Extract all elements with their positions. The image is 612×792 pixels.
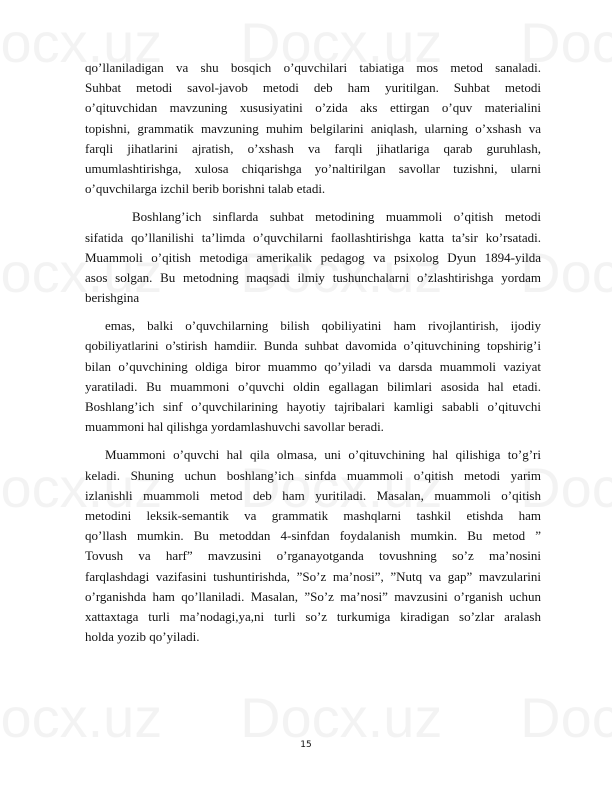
paragraph — [85, 445, 541, 647]
paragraph — [85, 58, 541, 199]
text-line: Muammoni o’quvchi hal qila olmasa, uni o’qituvchining hal qilishiga to’g’ri — [105, 447, 541, 463]
text-line: muammoni hal qilishga yordamlashuvchi savollar beradi. — [85, 419, 384, 435]
text-line: Tovush va harf” mavzusini o’rganayotganda tovushning so’z ma’nosini — [85, 548, 541, 564]
text-line: topishni, grammatik mavzuning muhim belgilarini aniqlash, ularning o’xshash va — [85, 120, 541, 136]
text-line: farqlashdagi vazifasini tushuntirishda, ”So’z ma’nosi”, ”Nutq va gap” mavzularini — [85, 568, 541, 584]
text-line: Boshlang’ich sinflarda suhbat metodining muammoli o’qitish metodi — [132, 209, 541, 225]
text-line: holda yozib qo’yiladi. — [85, 629, 200, 645]
text-line: xattaxtaga turli ma’nodagi,ya,ni turli so’z turkumiga kiradigan so’zlar aralash — [85, 608, 541, 624]
text-line: keladi. Shuning uchun boshlang’ich sinfda muammoli o’qitish metodi yarim — [85, 467, 541, 483]
text-line: bilan o’quvchining oldiga biror muammo qo’yiladi va darsda muammoli vaziyat — [85, 358, 541, 374]
text-line: yaratiladi. Bu muammoni o’quvchi oldin egallagan bilimlari asosida hal etadi. — [85, 378, 541, 394]
text-line: o’qituvchidan mavzuning xususiyatini o’zida aks ettirgan o’quv materialini — [85, 100, 541, 116]
text-line: Suhbat metodi savol-javob metodi deb ham yuritilgan. Suhbat metodi — [85, 80, 541, 96]
text-line: o’rganishda ham qo’llaniladi. Masalan, ”So’z ma’nosi” mavzusini o’rganish uchun — [85, 588, 541, 604]
document-body — [85, 58, 541, 647]
text-line: asos solgan. Bu metodning maqsadi ilmiy tushunchalarni o’zlashtirishga yordam — [85, 269, 541, 285]
text-line: o’quvchilarga izchil berib borishni talab etadi. — [85, 181, 326, 197]
text-line: farqli jihatlarini ajratish, o’xshash va farqli jihatlariga qarab guruhlash, — [85, 140, 541, 156]
paragraph — [85, 207, 541, 308]
paragraph — [85, 316, 541, 437]
text-line: berishgina — [85, 290, 140, 306]
text-line: izlanishli muammoli metod deb ham yuritiladi. Masalan, muammoli o’qitish — [85, 487, 541, 503]
text-line: qobiliyatlarini o’stirish hamdiir. Bunda suhbat davomida o’qituvchining topshirig’i — [85, 338, 541, 354]
text-line: Boshlang’ich sinf o’quvchilarining hayotiy tajribalari kamligi sababli o’qituvchi — [85, 399, 541, 414]
text-line: sifatida qo’llanilishi ta’limda o’quvchilarni faollashtirishga katta ta’sir ko’rsatadi. — [85, 229, 541, 245]
text-line: qo’llaniladigan va shu bosqich o’quvchilari tabiatiga mos metod sanaladi. — [85, 60, 541, 75]
text-line: umumlashtirishga, xulosa chiqarishga yo’naltirilgan savollar tuzishni, ularni — [85, 160, 541, 176]
text-line: qo’llash mumkin. Bu metoddan 4-sinfdan foydalanish mumkin. Bu metod ” — [85, 528, 541, 544]
text-line: metodini leksik-semantik va grammatik mashqlarni tashkil etishda ham — [85, 507, 541, 523]
text-line: Muammoli o’qitish metodiga amerikalik pedagog va psixolog Dyun 1894-yilda — [85, 249, 541, 265]
page-number: 15 — [300, 740, 312, 750]
text-line: emas, balki o’quvchilarning bilish qobiliyatini ham rivojlantirish, ijodiy — [105, 318, 541, 334]
